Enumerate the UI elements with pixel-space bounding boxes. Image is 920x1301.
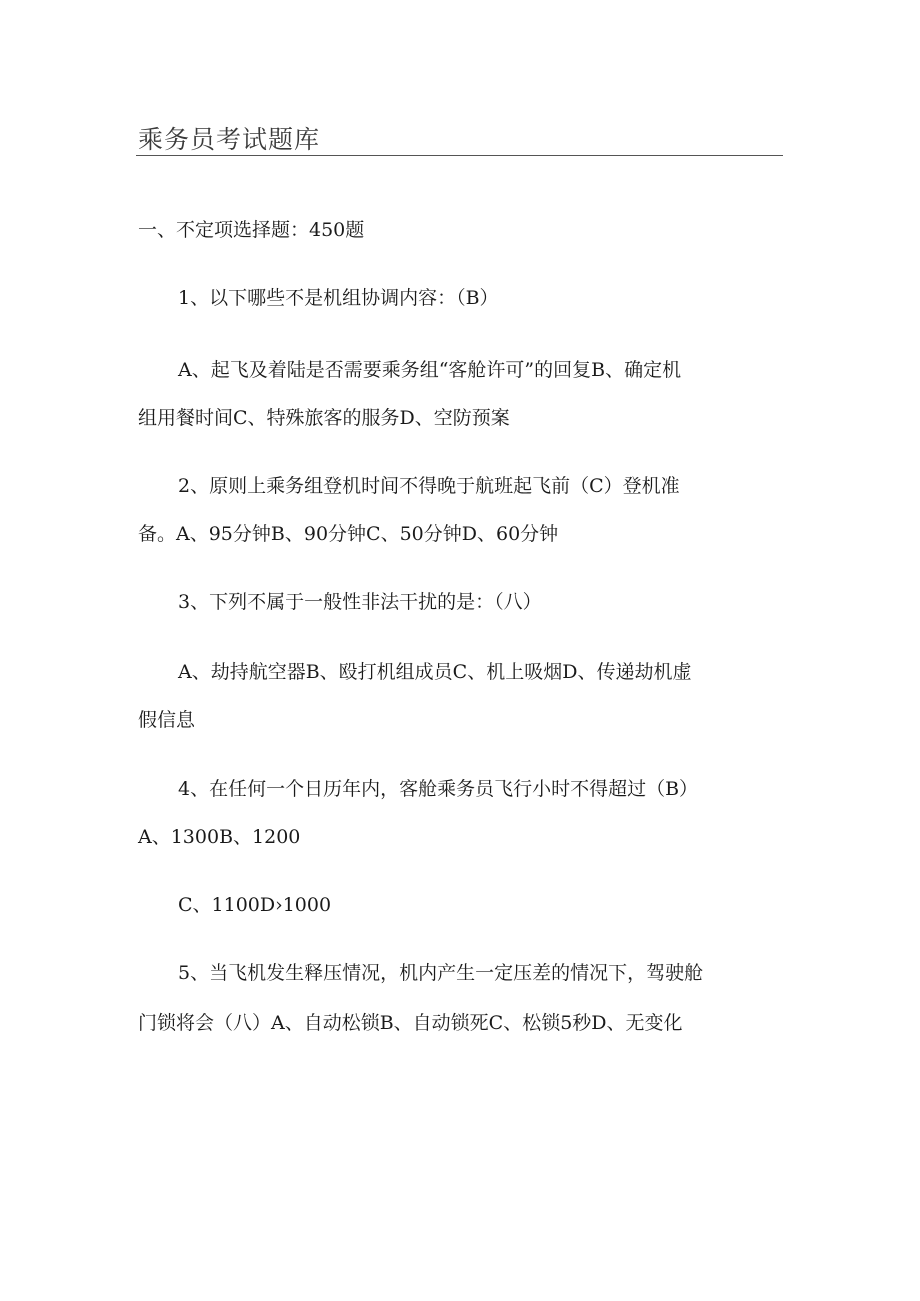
question-3-options-line-1: A、劫持航空器B、殴打机组成员C、机上吸烟D、传递劫机虚	[178, 661, 692, 683]
title-underline	[136, 155, 783, 156]
question-4-options-line-1: A、1300B、1200	[138, 826, 301, 848]
question-3-options-line-2: 假信息	[138, 709, 196, 731]
document-title: 乘务员考试题库	[138, 125, 321, 154]
question-2-options: 备。A、95分钟B、90分钟C、50分钟D、60分钟	[138, 523, 559, 545]
question-5-options: 门锁将会（八）A、自动松锁B、自动锁死C、松锁5秒D、无变化	[138, 1012, 683, 1034]
question-4-options-line-2: C、1100D›1000	[178, 894, 332, 916]
question-2-stem: 2、原则上乘务组登机时间不得晚于航班起飞前（C）登机准	[178, 475, 680, 497]
question-1-options-line-1: A、起飞及着陆是否需要乘务组“客舱许可”的回复B、确定机	[178, 359, 682, 381]
question-1-options-line-2: 组用餐时间C、特殊旅客的服务D、空防预案	[138, 407, 510, 429]
question-1-stem: 1、以下哪些不是机组协调内容：（B）	[178, 287, 499, 309]
question-4-stem: 4、在任何一个日历年内，客舱乘务员飞行小时不得超过（B）	[178, 778, 699, 800]
question-5-stem: 5、当飞机发生释压情况，机内产生一定压差的情况下，驾驶舱	[178, 962, 704, 984]
section-heading: 一、不定项选择题：450题	[138, 219, 365, 241]
question-3-stem: 3、下列不属于一般性非法干扰的是：（八）	[178, 591, 542, 613]
